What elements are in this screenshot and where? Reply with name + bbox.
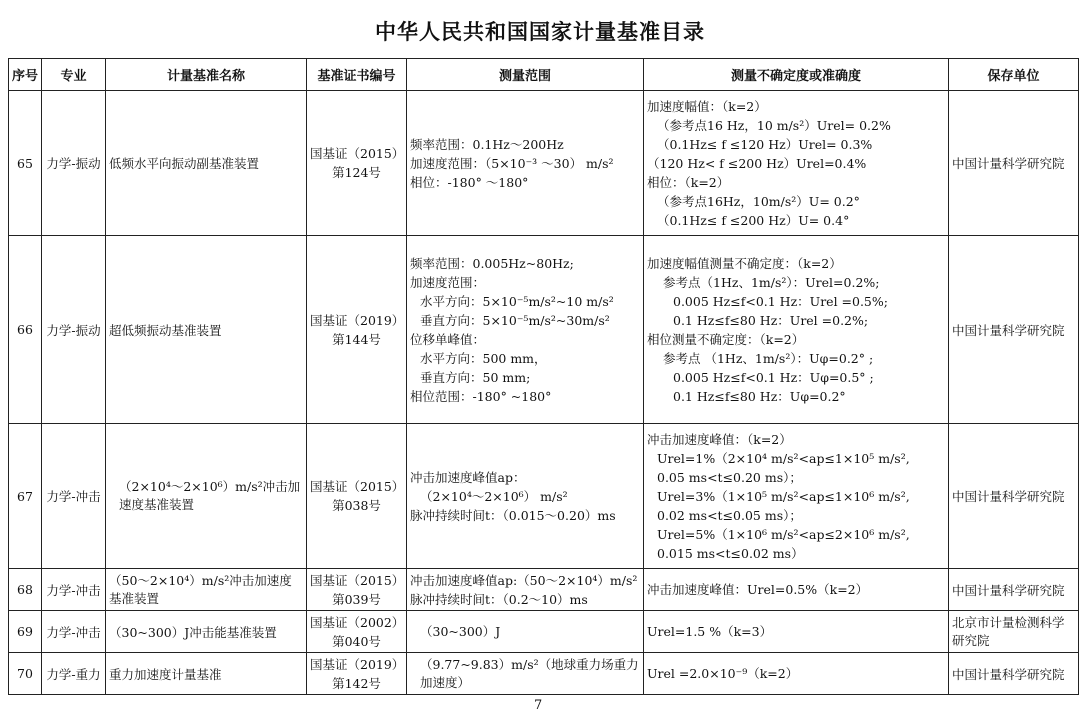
table-row: [9, 653, 1079, 695]
row-no: 66: [9, 236, 42, 424]
cert-line: 国基证（2015）: [310, 146, 405, 161]
col-header-no: 序号: [9, 59, 42, 91]
row-cert: [307, 611, 407, 653]
page-title: 中华人民共和国国家计量基准目录: [375, 20, 705, 44]
row-name: 低频水平向振动副基准装置: [106, 91, 307, 236]
col-header-uncertainty: 测量不确定度或准确度: [644, 59, 949, 91]
range-line: 垂直方向：50 mm;: [420, 369, 531, 385]
row-field: 力学-振动: [42, 91, 106, 236]
uncertainty-line: 加速度幅值：（k=2）: [647, 98, 767, 114]
cert-line: 国基证（2019）: [310, 656, 405, 672]
range-line: （30~300）J: [420, 624, 501, 639]
row-range: [407, 91, 644, 236]
row-name: （50～2×10⁴）m/s²冲击加速度基准装置: [109, 572, 292, 606]
row-unit: 中国计量科学研究院: [949, 424, 1079, 569]
uncertainty-line: 加速度幅值测量不确定度：（k=2）: [647, 255, 842, 271]
uncertainty-line: （120 Hz< f ≤200 Hz）Urel=0.4%: [647, 155, 867, 171]
uncertainty-line: 相位：（k=2）: [647, 174, 730, 190]
row-no: 69: [9, 611, 42, 653]
range-line: （9.77~9.83）m/s²（地球重力场重力加速度）: [420, 656, 639, 690]
row-no: 70: [9, 653, 42, 695]
uncertainty-line: 0.1 Hz≤f≤80 Hz：Uφ=0.2°: [673, 388, 846, 404]
cert-line: 第144号: [332, 331, 381, 347]
uncertainty-line: 0.1 Hz≤f≤80 Hz：Urel =0.2%;: [673, 312, 869, 328]
uncertainty-line: （参考点16 Hz，10 m/s²）Urel= 0.2%: [657, 117, 891, 133]
uncertainty-line: 0.005 Hz≤f<0.1 Hz：Uφ=0.5° ;: [673, 369, 874, 385]
uncertainty-line: 冲击加速度峰值：Urel=0.5%（k=2）: [647, 582, 869, 597]
row-range: [407, 236, 644, 424]
row-field: 力学-振动: [42, 236, 106, 424]
row-range: [407, 424, 644, 569]
uncertainty-line: Urel=1.5 %（k=3）: [647, 624, 773, 639]
col-header-field: 专业: [42, 59, 106, 91]
uncertainty-line: 冲击加速度峰值：（k=2）: [647, 431, 792, 447]
row-uncertainty: [644, 236, 949, 424]
row-field: 力学-冲击: [42, 569, 106, 611]
standards-table: [8, 58, 1079, 695]
header-row: [9, 59, 1079, 91]
row-no: 65: [9, 91, 42, 236]
uncertainty-line: 参考点 （1Hz、1m/s²）：Uφ=0.2° ;: [663, 350, 874, 366]
page-number: 7: [534, 698, 543, 713]
col-header-cert: 基准证书编号: [307, 59, 407, 91]
uncertainty-line: （0.1Hz≤ f ≤200 Hz）U= 0.4°: [657, 212, 850, 228]
cert-line: 第039号: [332, 591, 381, 607]
uncertainty-line: 0.005 Hz≤f<0.1 Hz：Urel =0.5%;: [673, 293, 888, 309]
range-line: 位移单峰值：: [410, 331, 486, 347]
range-line: 加速度范围：（5×10⁻³ ～30） m/s²: [410, 155, 614, 171]
range-line: 相位：-180° ～180°: [410, 174, 529, 190]
uncertainty-line: Urel=3%（1×10⁵ m/s²<ap≤1×10⁶ m/s²,: [657, 488, 910, 504]
cert-line: 第142号: [332, 675, 381, 691]
table-row: [9, 91, 1079, 236]
range-line: 水平方向：500 mm，: [420, 350, 547, 366]
row-cert: [307, 569, 407, 611]
range-line: （2×10⁴～2×10⁶） m/s²: [420, 488, 568, 504]
uncertainty-line: Urel=5%（1×10⁶ m/s²<ap≤2×10⁶ m/s²,: [657, 526, 910, 542]
row-name: 超低频振动基准装置: [106, 236, 307, 424]
row-field: 力学-重力: [42, 653, 106, 695]
uncertainty-line: Urel =2.0×10⁻⁹（k=2）: [647, 666, 799, 681]
cert-line: 国基证（2015）: [310, 479, 405, 494]
row-range: [407, 611, 644, 653]
uncertainty-line: 0.015 ms<t≤0.02 ms）: [657, 545, 804, 561]
table-row: [9, 424, 1079, 569]
row-cert: [307, 91, 407, 236]
row-name: （2×10⁴～2×10⁶）m/s²冲击加速度基准装置: [119, 479, 301, 512]
row-uncertainty: [644, 569, 949, 611]
cert-line: 第038号: [332, 498, 381, 513]
row-unit: 中国计量科学研究院: [949, 236, 1079, 424]
row-field: 力学-冲击: [42, 424, 106, 569]
range-line: 垂直方向：5×10⁻⁵m/s²~30m/s²: [420, 312, 610, 328]
uncertainty-line: （0.1Hz≤ f ≤120 Hz）Urel= 0.3%: [657, 136, 873, 152]
row-no: 68: [9, 569, 42, 611]
row-range: [407, 569, 644, 611]
uncertainty-line: （参考点16Hz，10m/s²）U= 0.2°: [657, 193, 860, 209]
col-header-name: 计量基准名称: [106, 59, 307, 91]
row-uncertainty: [644, 653, 949, 695]
row-field: 力学-冲击: [42, 611, 106, 653]
uncertainty-line: 0.05 ms<t≤0.20 ms）；: [657, 469, 802, 485]
row-unit: 中国计量科学研究院: [949, 569, 1079, 611]
range-line: 频率范围：0.005Hz~80Hz;: [410, 255, 574, 271]
cert-line: 国基证（2002）: [310, 614, 405, 630]
range-line: 冲击加速度峰值ap：: [410, 469, 526, 485]
uncertainty-line: 参考点（1Hz、1m/s²）：Urel=0.2%;: [663, 274, 880, 290]
row-cert: [307, 236, 407, 424]
row-uncertainty: [644, 611, 949, 653]
cert-line: 国基证（2015）: [310, 572, 405, 588]
uncertainty-line: 0.02 ms<t≤0.05 ms）；: [657, 507, 802, 523]
row-no: 67: [9, 424, 42, 569]
range-line: 频率范围：0.1Hz～200Hz: [410, 136, 564, 152]
range-line: 脉冲持续时间t：（0.2～10）ms: [410, 591, 588, 607]
table-row: [9, 236, 1079, 424]
row-unit: 中国计量科学研究院: [949, 91, 1079, 236]
range-line: 相位范围：-180° ~180°: [410, 388, 552, 404]
row-name: 重力加速度计量基准: [106, 653, 307, 695]
uncertainty-line: Urel=1%（2×10⁴ m/s²<ap≤1×10⁵ m/s²,: [657, 450, 910, 466]
row-uncertainty: [644, 91, 949, 236]
table-row: [9, 611, 1079, 653]
cert-line: 第124号: [332, 165, 381, 180]
row-name: （30~300）J冲击能基准装置: [106, 611, 307, 653]
uncertainty-line: 相位测量不确定度：（k=2）: [647, 331, 805, 347]
row-unit: 中国计量科学研究院: [949, 653, 1079, 695]
col-header-range: 测量范围: [407, 59, 644, 91]
cert-line: 国基证（2019）: [310, 312, 405, 328]
range-line: 加速度范围：: [410, 274, 486, 290]
row-cert: [307, 424, 407, 569]
table-row: [9, 569, 1079, 611]
cert-line: 第040号: [332, 633, 381, 649]
row-cert: [307, 653, 407, 695]
col-header-unit: 保存单位: [949, 59, 1079, 91]
row-uncertainty: [644, 424, 949, 569]
range-line: 冲击加速度峰值ap:（50～2×10⁴）m/s²: [410, 572, 638, 588]
range-line: 水平方向：5×10⁻⁵m/s²~10 m/s²: [420, 293, 614, 309]
range-line: 脉冲持续时间t：（0.015～0.20）ms: [410, 507, 616, 523]
row-unit: 北京市计量检测科学研究院: [952, 614, 1065, 648]
